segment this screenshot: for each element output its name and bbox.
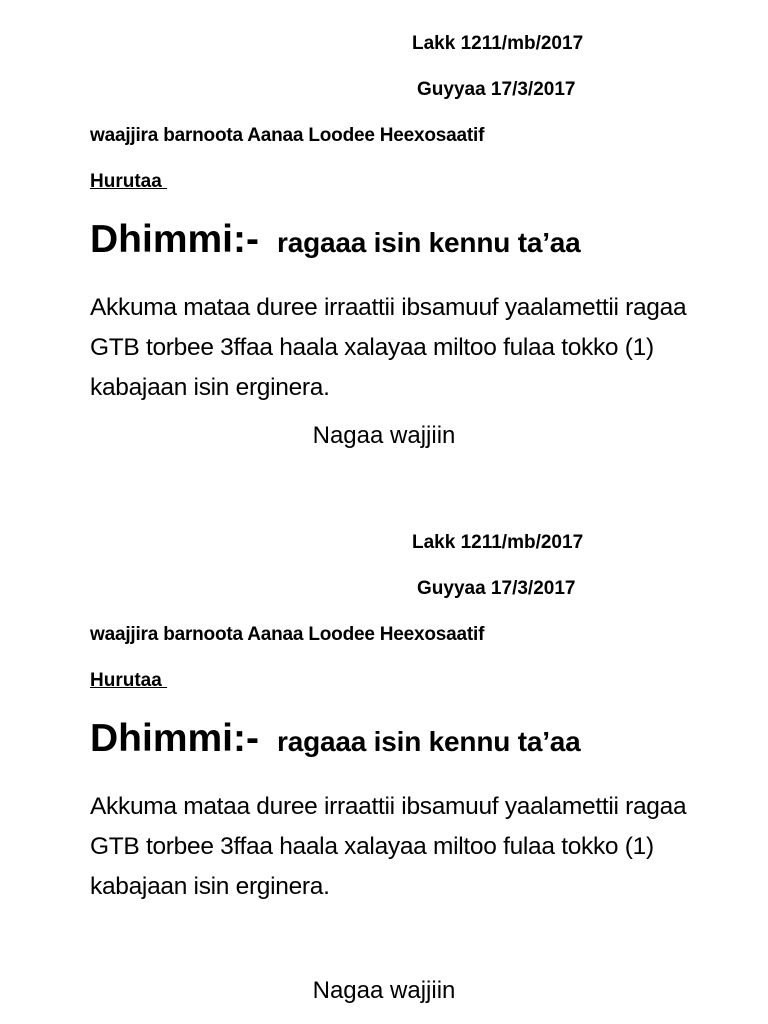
letter-body: Akkuma mataa duree irraattii ibsamuuf yaalamettii ragaa GTB torbee 3ffaa haala xalayaa miltoo fulaa tokko (1) kabajaan isin erginera. [90,793,687,900]
recipient: waajjira barnoota Aanaa Loodee Heexosaatif [90,125,485,146]
reference-number: Lakk 1211/mb/2017 [412,33,584,54]
letter-2 [0,499,768,1004]
letter-date: Guyyaa 17/3/2017 [417,578,576,599]
letter-1 [0,0,768,500]
greeting: Hurutaa [90,670,168,691]
greeting: Hurutaa [90,171,168,192]
subject-text: ragaaa isin kennu ta’aa [277,227,581,258]
recipient: waajjira barnoota Aanaa Loodee Heexosaatif [90,624,485,645]
subject-line [90,717,581,761]
closing: Nagaa wajjiin [312,422,456,449]
letter-date: Guyyaa 17/3/2017 [417,79,576,100]
subject-label: Dhimmi:- [90,218,259,261]
letter-body: Akkuma mataa duree irraattii ibsamuuf yaalamettii ragaa GTB torbee 3ffaa haala xalayaa miltoo fulaa tokko (1) kabajaan isin erginera. [90,294,687,401]
subject-text: ragaaa isin kennu ta’aa [277,726,581,757]
reference-number: Lakk 1211/mb/2017 [412,532,584,553]
subject-line [90,218,581,262]
subject-label: Dhimmi:- [90,717,259,760]
closing: Nagaa wajjiin [312,977,456,1004]
